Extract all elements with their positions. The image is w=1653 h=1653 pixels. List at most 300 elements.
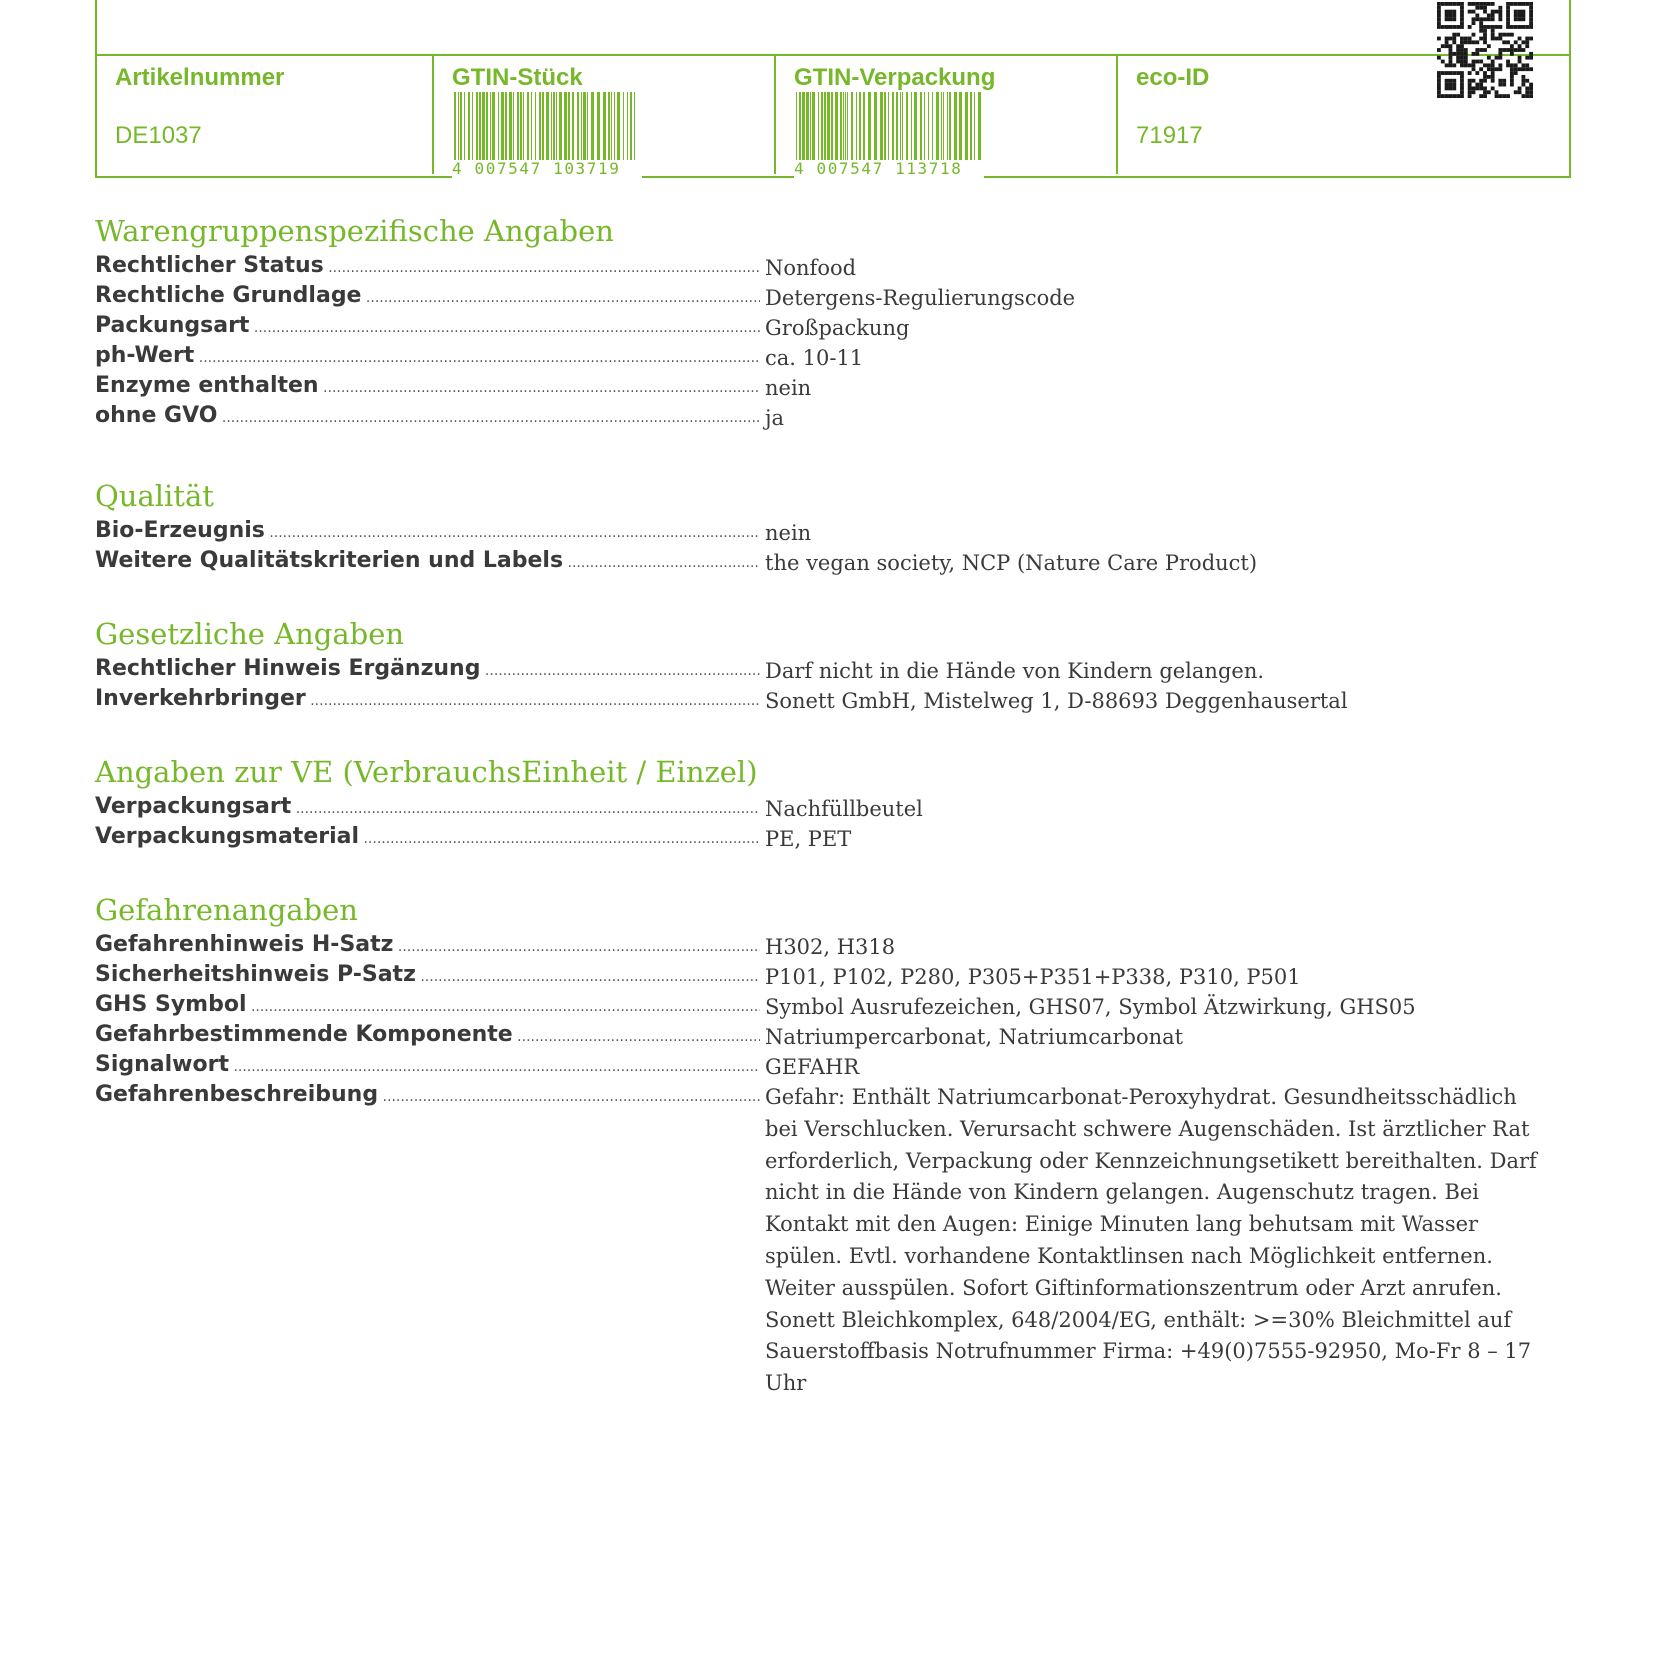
qr-module	[1521, 63, 1525, 67]
row-label: Sicherheitshinweis P-Satz .....	[95, 960, 760, 990]
qr-module	[1487, 44, 1491, 48]
qr-module	[1475, 40, 1479, 44]
qr-module	[1472, 21, 1476, 25]
qr-module	[1472, 79, 1476, 83]
qr-module	[1472, 17, 1476, 21]
qr-module	[1437, 83, 1441, 87]
section-title: Qualität	[95, 479, 214, 513]
qr-module	[1441, 71, 1445, 75]
qr-module	[1483, 63, 1487, 67]
qr-module	[1449, 60, 1453, 64]
row-label: Gefahrenbeschreibung .....	[95, 1080, 760, 1110]
qr-module	[1479, 29, 1483, 33]
qr-module	[1498, 17, 1502, 21]
qr-module	[1445, 94, 1449, 98]
data-row	[95, 401, 1575, 433]
qr-module	[1529, 17, 1533, 21]
qr-module	[1456, 52, 1460, 56]
qr-module	[1506, 25, 1510, 29]
row-value: Nachfüllbeutel	[765, 797, 923, 821]
qr-module	[1441, 44, 1445, 48]
qr-module	[1529, 56, 1533, 60]
qr-module	[1510, 71, 1514, 75]
qr-module	[1449, 86, 1453, 90]
qr-module	[1487, 17, 1491, 21]
qr-module	[1521, 83, 1525, 87]
qr-module	[1452, 52, 1456, 56]
gtin-verpackung-cell	[776, 56, 1116, 176]
gtin-verpackung-label: GTIN-Verpackung	[794, 64, 996, 91]
qr-module	[1510, 52, 1514, 56]
qr-module	[1521, 67, 1525, 71]
qr-module	[1437, 75, 1441, 79]
data-row	[95, 930, 1575, 962]
row-label: Gefahrbestimmende Komponente .....	[95, 1020, 760, 1050]
qr-module	[1529, 90, 1533, 94]
qr-module	[1472, 33, 1476, 37]
qr-module	[1525, 79, 1529, 83]
qr-module	[1491, 10, 1495, 14]
qr-module	[1437, 71, 1441, 75]
qr-module	[1475, 6, 1479, 10]
qr-module	[1475, 60, 1479, 64]
qr-module	[1506, 94, 1510, 98]
qr-module	[1510, 75, 1514, 79]
qr-module	[1495, 94, 1499, 98]
qr-module	[1529, 10, 1533, 14]
qr-module	[1456, 71, 1460, 75]
qr-module	[1495, 10, 1499, 14]
qr-module	[1525, 86, 1529, 90]
data-row	[95, 251, 1575, 283]
section-title: Angaben zur VE (VerbrauchsEinheit / Einzel)	[95, 755, 758, 789]
qr-module	[1491, 14, 1495, 18]
qr-module	[1452, 10, 1456, 14]
qr-module	[1460, 14, 1464, 18]
qr-module	[1483, 90, 1487, 94]
qr-module	[1479, 48, 1483, 52]
qr-module	[1460, 94, 1464, 98]
qr-module	[1460, 2, 1464, 6]
qr-module	[1487, 63, 1491, 67]
qr-module	[1468, 83, 1472, 87]
qr-module	[1514, 2, 1518, 6]
qr-module	[1468, 86, 1472, 90]
qr-module	[1498, 14, 1502, 18]
qr-module	[1437, 2, 1441, 6]
qr-module	[1487, 56, 1491, 60]
qr-module	[1449, 48, 1453, 52]
qr-module	[1479, 86, 1483, 90]
qr-module	[1445, 17, 1449, 21]
qr-module	[1452, 14, 1456, 18]
row-value: ca. 10-11	[765, 346, 864, 370]
section-title: Gesetzliche Angaben	[95, 617, 405, 651]
qr-module	[1525, 37, 1529, 41]
qr-module	[1472, 40, 1476, 44]
qr-module	[1506, 48, 1510, 52]
qr-module	[1437, 14, 1441, 18]
qr-module	[1456, 2, 1460, 6]
qr-module	[1452, 94, 1456, 98]
row-value: ja	[765, 406, 785, 430]
data-row	[95, 311, 1575, 343]
qr-module	[1437, 37, 1441, 41]
data-row	[95, 684, 1575, 716]
data-row	[95, 822, 1575, 854]
qr-module	[1445, 25, 1449, 29]
qr-module	[1518, 14, 1522, 18]
qr-module	[1498, 6, 1502, 10]
qr-module	[1521, 75, 1525, 79]
qr-module	[1441, 94, 1445, 98]
qr-module	[1529, 2, 1533, 6]
qr-module	[1518, 56, 1522, 60]
qr-module	[1475, 17, 1479, 21]
qr-module	[1460, 52, 1464, 56]
qr-module	[1452, 17, 1456, 21]
qr-module	[1472, 60, 1476, 64]
row-value: Darf nicht in die Hände von Kindern gelangen.	[765, 659, 1265, 683]
qr-module	[1472, 90, 1476, 94]
qr-module	[1525, 56, 1529, 60]
row-value: nein	[765, 521, 812, 545]
row-value: Nonfood	[765, 256, 857, 280]
qr-module	[1483, 29, 1487, 33]
qr-module	[1445, 10, 1449, 14]
section-title: Gefahrenangaben	[95, 893, 358, 927]
qr-module	[1479, 94, 1483, 98]
qr-module	[1491, 37, 1495, 41]
qr-module	[1514, 90, 1518, 94]
qr-module	[1521, 25, 1525, 29]
qr-module	[1491, 86, 1495, 90]
qr-module	[1452, 79, 1456, 83]
qr-module	[1479, 17, 1483, 21]
qr-module	[1449, 71, 1453, 75]
qr-module	[1518, 48, 1522, 52]
qr-module	[1468, 10, 1472, 14]
qr-module	[1491, 60, 1495, 64]
qr-module	[1491, 63, 1495, 67]
qr-module	[1529, 52, 1533, 56]
data-row	[95, 960, 1575, 992]
row-value: Detergens-Regulierungscode	[765, 286, 1076, 310]
row-value: nein	[765, 376, 812, 400]
qr-module	[1441, 2, 1445, 6]
qr-module	[1468, 63, 1472, 67]
qr-module	[1525, 90, 1529, 94]
qr-module	[1483, 94, 1487, 98]
qr-module	[1518, 67, 1522, 71]
qr-module	[1491, 17, 1495, 21]
row-value: Natriumpercarbonat, Natriumcarbonat	[765, 1025, 1184, 1049]
qr-module	[1460, 37, 1464, 41]
qr-module	[1441, 25, 1445, 29]
qr-module	[1456, 56, 1460, 60]
qr-module	[1475, 83, 1479, 87]
qr-module	[1498, 52, 1502, 56]
qr-module	[1487, 75, 1491, 79]
qr-module	[1506, 17, 1510, 21]
qr-module	[1498, 25, 1502, 29]
qr-module	[1502, 48, 1506, 52]
qr-module	[1460, 44, 1464, 48]
qr-module	[1495, 56, 1499, 60]
qr-module	[1452, 83, 1456, 87]
qr-module	[1506, 60, 1510, 64]
qr-module	[1468, 71, 1472, 75]
qr-module	[1514, 63, 1518, 67]
qr-module	[1483, 40, 1487, 44]
qr-module	[1521, 17, 1525, 21]
qr-module	[1483, 75, 1487, 79]
section-title: Warengruppenspezifische Angaben	[95, 214, 614, 248]
data-row	[95, 341, 1575, 373]
qr-module	[1456, 25, 1460, 29]
qr-module	[1487, 90, 1491, 94]
qr-module	[1449, 2, 1453, 6]
qr-module	[1502, 79, 1506, 83]
qr-module	[1452, 25, 1456, 29]
qr-module	[1464, 48, 1468, 52]
qr-module	[1460, 90, 1464, 94]
qr-module	[1456, 94, 1460, 98]
qr-module	[1529, 67, 1533, 71]
qr-module	[1483, 33, 1487, 37]
qr-module	[1487, 25, 1491, 29]
qr-module	[1506, 21, 1510, 25]
qr-module	[1518, 44, 1522, 48]
row-label: GHS Symbol .....	[95, 990, 760, 1020]
artikelnummer-value: DE1037	[115, 122, 202, 149]
qr-module	[1502, 94, 1506, 98]
qr-module	[1449, 10, 1453, 14]
qr-module	[1460, 79, 1464, 83]
qr-module	[1460, 56, 1464, 60]
row-value: P101, P102, P280, P305+P351+P338, P310, P501	[765, 965, 1301, 989]
row-label: Verpackungsmaterial .....	[95, 822, 760, 852]
qr-module	[1529, 21, 1533, 25]
row-label: Gefahrenhinweis H-Satz .....	[95, 930, 760, 960]
qr-module	[1483, 71, 1487, 75]
qr-module	[1525, 2, 1529, 6]
qr-module	[1514, 40, 1518, 44]
qr-module	[1518, 25, 1522, 29]
qr-module	[1475, 71, 1479, 75]
qr-module	[1502, 40, 1506, 44]
qr-module	[1445, 83, 1449, 87]
row-label: Bio-Erzeugnis .....	[95, 516, 760, 546]
qr-module	[1518, 86, 1522, 90]
qr-module	[1452, 2, 1456, 6]
qr-module	[1452, 40, 1456, 44]
qr-module	[1498, 48, 1502, 52]
qr-module	[1479, 25, 1483, 29]
qr-module	[1525, 44, 1529, 48]
qr-module	[1449, 37, 1453, 41]
qr-module	[1491, 29, 1495, 33]
qr-module	[1464, 56, 1468, 60]
data-row	[95, 990, 1575, 1022]
qr-module	[1437, 90, 1441, 94]
qr-module	[1498, 94, 1502, 98]
qr-module	[1514, 67, 1518, 71]
qr-module	[1498, 83, 1502, 87]
qr-module	[1460, 6, 1464, 10]
row-value: the vegan society, NCP (Nature Care Product)	[765, 551, 1258, 575]
qr-module	[1468, 40, 1472, 44]
gtin-verpackung-digits: 4 007547 113718	[794, 160, 984, 178]
qr-module	[1437, 10, 1441, 14]
qr-module	[1479, 2, 1483, 6]
qr-module	[1445, 79, 1449, 83]
qr-module	[1464, 40, 1468, 44]
qr-module	[1518, 90, 1522, 94]
qr-module	[1514, 10, 1518, 14]
qr-module	[1479, 21, 1483, 25]
qr-module	[1514, 25, 1518, 29]
qr-module	[1491, 67, 1495, 71]
qr-module	[1518, 17, 1522, 21]
product-id-header	[95, 0, 1571, 178]
qr-module	[1437, 25, 1441, 29]
qr-module	[1449, 52, 1453, 56]
qr-module	[1506, 2, 1510, 6]
qr-module	[1529, 86, 1533, 90]
qr-module	[1449, 63, 1453, 67]
qr-module	[1506, 14, 1510, 18]
qr-module	[1498, 37, 1502, 41]
qr-module	[1491, 75, 1495, 79]
qr-module	[1514, 48, 1518, 52]
data-row	[95, 516, 1575, 548]
qr-module	[1475, 48, 1479, 52]
qr-module	[1525, 94, 1529, 98]
qr-module	[1498, 63, 1502, 67]
data-row	[95, 546, 1575, 578]
qr-module	[1521, 48, 1525, 52]
qr-module	[1445, 44, 1449, 48]
qr-module	[1468, 94, 1472, 98]
qr-module	[1472, 67, 1476, 71]
qr-module	[1468, 79, 1472, 83]
qr-module	[1525, 25, 1529, 29]
qr-module	[1529, 37, 1533, 41]
gtin-stueck-digits: 4 007547 103719	[452, 160, 642, 178]
qr-module	[1445, 2, 1449, 6]
row-label: Packungsart .....	[95, 311, 760, 341]
qr-module	[1449, 17, 1453, 21]
row-value: H302, H318	[765, 935, 896, 959]
qr-module	[1487, 14, 1491, 18]
qr-module	[1502, 83, 1506, 87]
row-label: Enzyme enthalten .....	[95, 371, 760, 401]
qr-module	[1441, 60, 1445, 64]
qr-module	[1510, 44, 1514, 48]
qr-module	[1518, 37, 1522, 41]
qr-module	[1437, 94, 1441, 98]
artikelnummer-cell	[97, 56, 432, 176]
qr-module	[1460, 75, 1464, 79]
qr-module	[1529, 6, 1533, 10]
qr-module	[1491, 25, 1495, 29]
qr-module	[1495, 37, 1499, 41]
data-row	[95, 281, 1575, 313]
qr-module	[1452, 33, 1456, 37]
qr-module	[1449, 94, 1453, 98]
gtin-stueck-barcode	[452, 92, 642, 178]
qr-module	[1498, 67, 1502, 71]
data-row	[95, 1080, 1575, 1396]
qr-module	[1460, 60, 1464, 64]
qr-module	[1487, 2, 1491, 6]
qr-module	[1445, 86, 1449, 90]
qr-module	[1437, 6, 1441, 10]
qr-module	[1506, 33, 1510, 37]
qr-module	[1460, 48, 1464, 52]
qr-module	[1460, 63, 1464, 67]
qr-module	[1464, 52, 1468, 56]
qr-module	[1456, 44, 1460, 48]
qr-module	[1475, 52, 1479, 56]
qr-code-icon	[1437, 2, 1533, 98]
qr-module	[1464, 63, 1468, 67]
data-row	[95, 792, 1575, 824]
qr-module	[1464, 37, 1468, 41]
qr-module	[1479, 79, 1483, 83]
qr-module	[1475, 14, 1479, 18]
qr-module	[1437, 56, 1441, 60]
qr-module	[1529, 14, 1533, 18]
qr-module	[1491, 33, 1495, 37]
qr-module	[1456, 48, 1460, 52]
row-value: Gefahr: Enthält Natriumcarbonat-Peroxyhydrat. Gesundheitsschädlich bei Verschlucken. Verursacht schwere Augenschäden. Ist ärztlicher Rat erforderlich, Verpackung oder Kennzeichnungsetikett bereithalten. Darf nicht in die Hände von Kindern gelangen. Augenschutz tragen. Bei Kontakt mit den Augen: Einige Minuten lang behutsam mit Wasser spülen. Evtl. vorhandene Kontaktlinsen nach Möglichkeit entfernen. Weiter ausspülen. Sofort Giftinformationszentrum oder Arzt anrufen. Sonett Bleichkomplex, 648/2004/EG, enthält: >=30% Bleichmittel auf Sauerstoffbasis Notrufnummer Firma: +49(0)7555-92950, Mo-Fr 8 – 17 Uhr	[765, 1085, 1537, 1396]
qr-module	[1437, 21, 1441, 25]
qr-module	[1483, 79, 1487, 83]
data-row	[95, 654, 1575, 686]
qr-module	[1510, 83, 1514, 87]
qr-module	[1445, 63, 1449, 67]
qr-module	[1452, 71, 1456, 75]
row-label: Rechtlicher Hinweis Ergänzung .....	[95, 654, 760, 684]
artikelnummer-label: Artikelnummer	[115, 64, 285, 91]
qr-module	[1483, 48, 1487, 52]
row-value: Sonett GmbH, Mistelweg 1, D-88693 Deggenhausertal	[765, 689, 1348, 713]
qr-module	[1483, 37, 1487, 41]
qr-module	[1475, 86, 1479, 90]
qr-module	[1468, 90, 1472, 94]
qr-module	[1529, 83, 1533, 87]
qr-module	[1460, 21, 1464, 25]
qr-module	[1521, 79, 1525, 83]
qr-module	[1479, 83, 1483, 87]
qr-module	[1483, 86, 1487, 90]
qr-module	[1472, 2, 1476, 6]
qr-module	[1449, 83, 1453, 87]
data-row	[95, 371, 1575, 403]
qr-module	[1479, 60, 1483, 64]
qr-module	[1525, 40, 1529, 44]
qr-module	[1487, 67, 1491, 71]
qr-module	[1437, 48, 1441, 52]
qr-module	[1491, 79, 1495, 83]
qr-module	[1452, 63, 1456, 67]
qr-module	[1445, 37, 1449, 41]
qr-module	[1518, 2, 1522, 6]
qr-module	[1468, 37, 1472, 41]
qr-module	[1510, 2, 1514, 6]
